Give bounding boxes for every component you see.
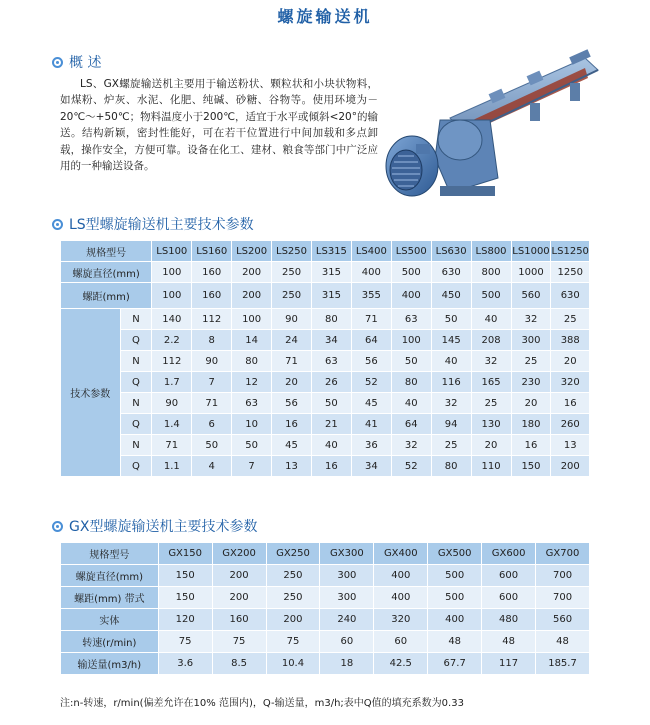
table-cell: 45 [272, 435, 312, 456]
table-cell: 112 [192, 309, 232, 330]
table-cell: 600 [482, 565, 536, 587]
table-cell: 64 [391, 414, 431, 435]
table-cell: 50 [311, 393, 351, 414]
model-header: GX150 [158, 543, 212, 565]
table-cell: 25 [511, 351, 551, 372]
table-cell: 75 [266, 631, 320, 653]
model-header: GX400 [374, 543, 428, 565]
table-cell: 400 [374, 587, 428, 609]
table-cell: 40 [311, 435, 351, 456]
row-label: 螺距(mm) [61, 283, 152, 309]
symbol-cell: N [120, 393, 152, 414]
table-cell: 200 [212, 565, 266, 587]
table-cell: 71 [272, 351, 312, 372]
page-title: 螺旋输送机 [277, 7, 373, 26]
table-cell: 208 [471, 330, 511, 351]
symbol-cell: N [120, 351, 152, 372]
table-row [61, 393, 590, 414]
table-cell: 250 [272, 283, 312, 309]
table-cell: 80 [232, 351, 272, 372]
table-cell: 10.4 [266, 653, 320, 675]
table-cell: 1250 [551, 262, 590, 283]
table-cell: 320 [551, 372, 590, 393]
model-header: GX200 [212, 543, 266, 565]
table-row [61, 456, 590, 477]
table-cell: 18 [320, 653, 374, 675]
table-cell: 100 [152, 262, 192, 283]
header-label: 规格型号 [61, 241, 152, 262]
table-cell: 20 [551, 351, 590, 372]
table-cell: 20 [272, 372, 312, 393]
table-cell: 200 [266, 609, 320, 631]
table-row [61, 241, 590, 262]
table-cell: 700 [536, 565, 590, 587]
table-cell: 8 [192, 330, 232, 351]
table-cell: 63 [232, 393, 272, 414]
table-cell: 75 [212, 631, 266, 653]
table-cell: 160 [192, 283, 232, 309]
table-row [61, 631, 590, 653]
table-cell: 1.1 [152, 456, 192, 477]
model-header: LS250 [272, 241, 312, 262]
table-cell: 34 [311, 330, 351, 351]
table-cell: 41 [351, 414, 391, 435]
gx-heading [52, 516, 257, 536]
table-cell: 600 [482, 587, 536, 609]
table-cell: 16 [511, 435, 551, 456]
header-label: 规格型号 [61, 543, 159, 565]
ls-heading [52, 214, 254, 234]
table-cell: 560 [511, 283, 551, 309]
model-header: LS400 [351, 241, 391, 262]
table-cell: 240 [320, 609, 374, 631]
table-cell: 450 [431, 283, 471, 309]
table-cell: 63 [391, 309, 431, 330]
table-cell: 8.5 [212, 653, 266, 675]
table-cell: 45 [351, 393, 391, 414]
table-cell: 50 [232, 435, 272, 456]
row-label: 螺距(mm) 带式 [61, 587, 159, 609]
table-row [61, 609, 590, 631]
table-cell: 400 [374, 565, 428, 587]
table-cell: 388 [551, 330, 590, 351]
ls-heading-text: LS型螺旋输送机主要技术参数 [69, 217, 254, 233]
table-cell: 48 [482, 631, 536, 653]
overview-heading [52, 52, 101, 72]
table-cell: 200 [232, 262, 272, 283]
table-row [61, 587, 590, 609]
row-label: 螺旋直径(mm) [61, 262, 152, 283]
table-cell: 160 [192, 262, 232, 283]
table-cell: 2.2 [152, 330, 192, 351]
table-cell: 320 [374, 609, 428, 631]
model-header: GX300 [320, 543, 374, 565]
table-cell: 300 [511, 330, 551, 351]
table-cell: 71 [152, 435, 192, 456]
table-cell: 230 [511, 372, 551, 393]
table-cell: 16 [311, 456, 351, 477]
group-label: 技术参数 [61, 309, 121, 477]
table-cell: 150 [158, 587, 212, 609]
table-cell: 480 [482, 609, 536, 631]
gx-heading-text: GX型螺旋输送机主要技术参数 [69, 519, 258, 535]
table-cell: 7 [232, 456, 272, 477]
table-row [61, 283, 590, 309]
table-cell: 200 [551, 456, 590, 477]
model-header: LS500 [391, 241, 431, 262]
table-cell: 16 [272, 414, 312, 435]
table-cell: 120 [158, 609, 212, 631]
table-row [61, 372, 590, 393]
table-cell: 34 [351, 456, 391, 477]
table-cell: 200 [212, 587, 266, 609]
table-cell: 250 [266, 587, 320, 609]
model-header: GX600 [482, 543, 536, 565]
table-cell: 250 [266, 565, 320, 587]
circle-bullet-icon [52, 219, 63, 230]
model-header: GX500 [428, 543, 482, 565]
model-header: GX700 [536, 543, 590, 565]
table-cell: 150 [511, 456, 551, 477]
gx-spec-table [60, 542, 590, 675]
table-row [61, 351, 590, 372]
table-cell: 25 [471, 393, 511, 414]
table-cell: 13 [551, 435, 590, 456]
table-cell: 355 [351, 283, 391, 309]
table-cell: 14 [232, 330, 272, 351]
table-cell: 100 [152, 283, 192, 309]
row-label: 输送量(m3/h) [61, 653, 159, 675]
table-cell: 300 [320, 587, 374, 609]
table-cell: 200 [232, 283, 272, 309]
table-cell: 40 [471, 309, 511, 330]
table-cell: 71 [192, 393, 232, 414]
table-cell: 6 [192, 414, 232, 435]
table-cell: 90 [152, 393, 192, 414]
table-cell: 165 [471, 372, 511, 393]
table-cell: 52 [351, 372, 391, 393]
symbol-cell: N [120, 435, 152, 456]
row-label: 实体 [61, 609, 159, 631]
table-cell: 36 [351, 435, 391, 456]
table-cell: 80 [431, 456, 471, 477]
table-cell: 112 [152, 351, 192, 372]
table-cell: 25 [551, 309, 590, 330]
table-cell: 48 [536, 631, 590, 653]
table-row [61, 543, 590, 565]
table-cell: 52 [391, 456, 431, 477]
table-row [61, 435, 590, 456]
table-cell: 100 [232, 309, 272, 330]
table-cell: 180 [511, 414, 551, 435]
table-cell: 75 [158, 631, 212, 653]
table-cell: 560 [536, 609, 590, 631]
table-cell: 500 [471, 283, 511, 309]
table-cell: 150 [158, 565, 212, 587]
table-cell: 50 [431, 309, 471, 330]
table-cell: 400 [391, 283, 431, 309]
table-cell: 1.4 [152, 414, 192, 435]
overview-heading-text: 概 述 [69, 55, 102, 71]
table-cell: 110 [471, 456, 511, 477]
footnote: 注:n-转速，r/min(偏差允许在10% 范围内)，Q-输送量，m3/h;表中Q值的填充系数为0.33 [60, 698, 464, 709]
table-cell: 60 [320, 631, 374, 653]
model-header: LS160 [192, 241, 232, 262]
symbol-cell: Q [120, 330, 152, 351]
table-cell: 67.7 [428, 653, 482, 675]
table-cell: 20 [471, 435, 511, 456]
table-cell: 1000 [511, 262, 551, 283]
table-cell: 117 [482, 653, 536, 675]
table-cell: 630 [431, 262, 471, 283]
circle-bullet-icon [52, 521, 63, 532]
table-cell: 32 [431, 393, 471, 414]
table-row [61, 262, 590, 283]
table-cell: 48 [428, 631, 482, 653]
table-row [61, 565, 590, 587]
table-cell: 315 [311, 262, 351, 283]
model-header: LS630 [431, 241, 471, 262]
table-cell: 700 [536, 587, 590, 609]
table-cell: 185.7 [536, 653, 590, 675]
model-header: LS315 [311, 241, 351, 262]
symbol-cell: N [120, 309, 152, 330]
overview-text: LS、GX螺旋输送机主要用于输送粉状、颗粒状和小块状物料，如煤粉、炉灰、水泥、化肥、纯碱、砂糖、谷物等。使用环境为－20℃～+50℃；物料温度小于200℃，适宜于水平或倾斜<20°的输送。结构新颖，密封性能好，可在若干位置进行中间加载和多点卸载，操作安全，方便可靠。设备在化工、建材、粮食等部门中广泛应用的一种输送设备。 [60, 78, 378, 173]
ls-spec-table [60, 240, 590, 477]
table-cell: 10 [232, 414, 272, 435]
table-cell: 116 [431, 372, 471, 393]
table-cell: 630 [551, 283, 590, 309]
table-cell: 25 [431, 435, 471, 456]
table-cell: 160 [212, 609, 266, 631]
table-cell: 16 [551, 393, 590, 414]
table-row [61, 309, 590, 330]
table-cell: 21 [311, 414, 351, 435]
table-cell: 40 [391, 393, 431, 414]
table-cell: 71 [351, 309, 391, 330]
table-cell: 12 [232, 372, 272, 393]
model-header: GX250 [266, 543, 320, 565]
table-cell: 100 [391, 330, 431, 351]
model-header: LS100 [152, 241, 192, 262]
table-cell: 500 [391, 262, 431, 283]
model-header: LS200 [232, 241, 272, 262]
table-cell: 90 [272, 309, 312, 330]
table-cell: 80 [391, 372, 431, 393]
table-cell: 32 [391, 435, 431, 456]
table-row [61, 653, 590, 675]
table-cell: 800 [471, 262, 511, 283]
table-cell: 60 [374, 631, 428, 653]
table-cell: 500 [428, 587, 482, 609]
table-cell: 7 [192, 372, 232, 393]
table-cell: 56 [272, 393, 312, 414]
table-cell: 26 [311, 372, 351, 393]
table-cell: 56 [351, 351, 391, 372]
table-cell: 250 [272, 262, 312, 283]
table-cell: 90 [192, 351, 232, 372]
symbol-cell: Q [120, 414, 152, 435]
table-cell: 20 [511, 393, 551, 414]
table-cell: 260 [551, 414, 590, 435]
table-cell: 300 [320, 565, 374, 587]
table-cell: 24 [272, 330, 312, 351]
model-header: LS800 [471, 241, 511, 262]
model-header: LS1250 [551, 241, 590, 262]
table-row [61, 330, 590, 351]
table-cell: 32 [511, 309, 551, 330]
table-cell: 130 [471, 414, 511, 435]
table-cell: 4 [192, 456, 232, 477]
table-cell: 500 [428, 565, 482, 587]
table-cell: 315 [311, 283, 351, 309]
table-cell: 50 [391, 351, 431, 372]
table-cell: 3.6 [158, 653, 212, 675]
table-cell: 140 [152, 309, 192, 330]
table-cell: 50 [192, 435, 232, 456]
row-label: 转速(r/min) [61, 631, 159, 653]
circle-bullet-icon [52, 57, 63, 68]
table-cell: 42.5 [374, 653, 428, 675]
table-cell: 94 [431, 414, 471, 435]
table-cell: 145 [431, 330, 471, 351]
table-cell: 40 [431, 351, 471, 372]
table-cell: 64 [351, 330, 391, 351]
symbol-cell: Q [120, 456, 152, 477]
table-cell: 1.7 [152, 372, 192, 393]
table-cell: 13 [272, 456, 312, 477]
symbol-cell: Q [120, 372, 152, 393]
table-cell: 80 [311, 309, 351, 330]
screw-conveyor-illustration [380, 48, 605, 223]
table-cell: 400 [428, 609, 482, 631]
table-cell: 32 [471, 351, 511, 372]
table-cell: 63 [311, 351, 351, 372]
table-row [61, 414, 590, 435]
model-header: LS1000 [511, 241, 551, 262]
table-cell: 400 [351, 262, 391, 283]
row-label: 螺旋直径(mm) [61, 565, 159, 587]
